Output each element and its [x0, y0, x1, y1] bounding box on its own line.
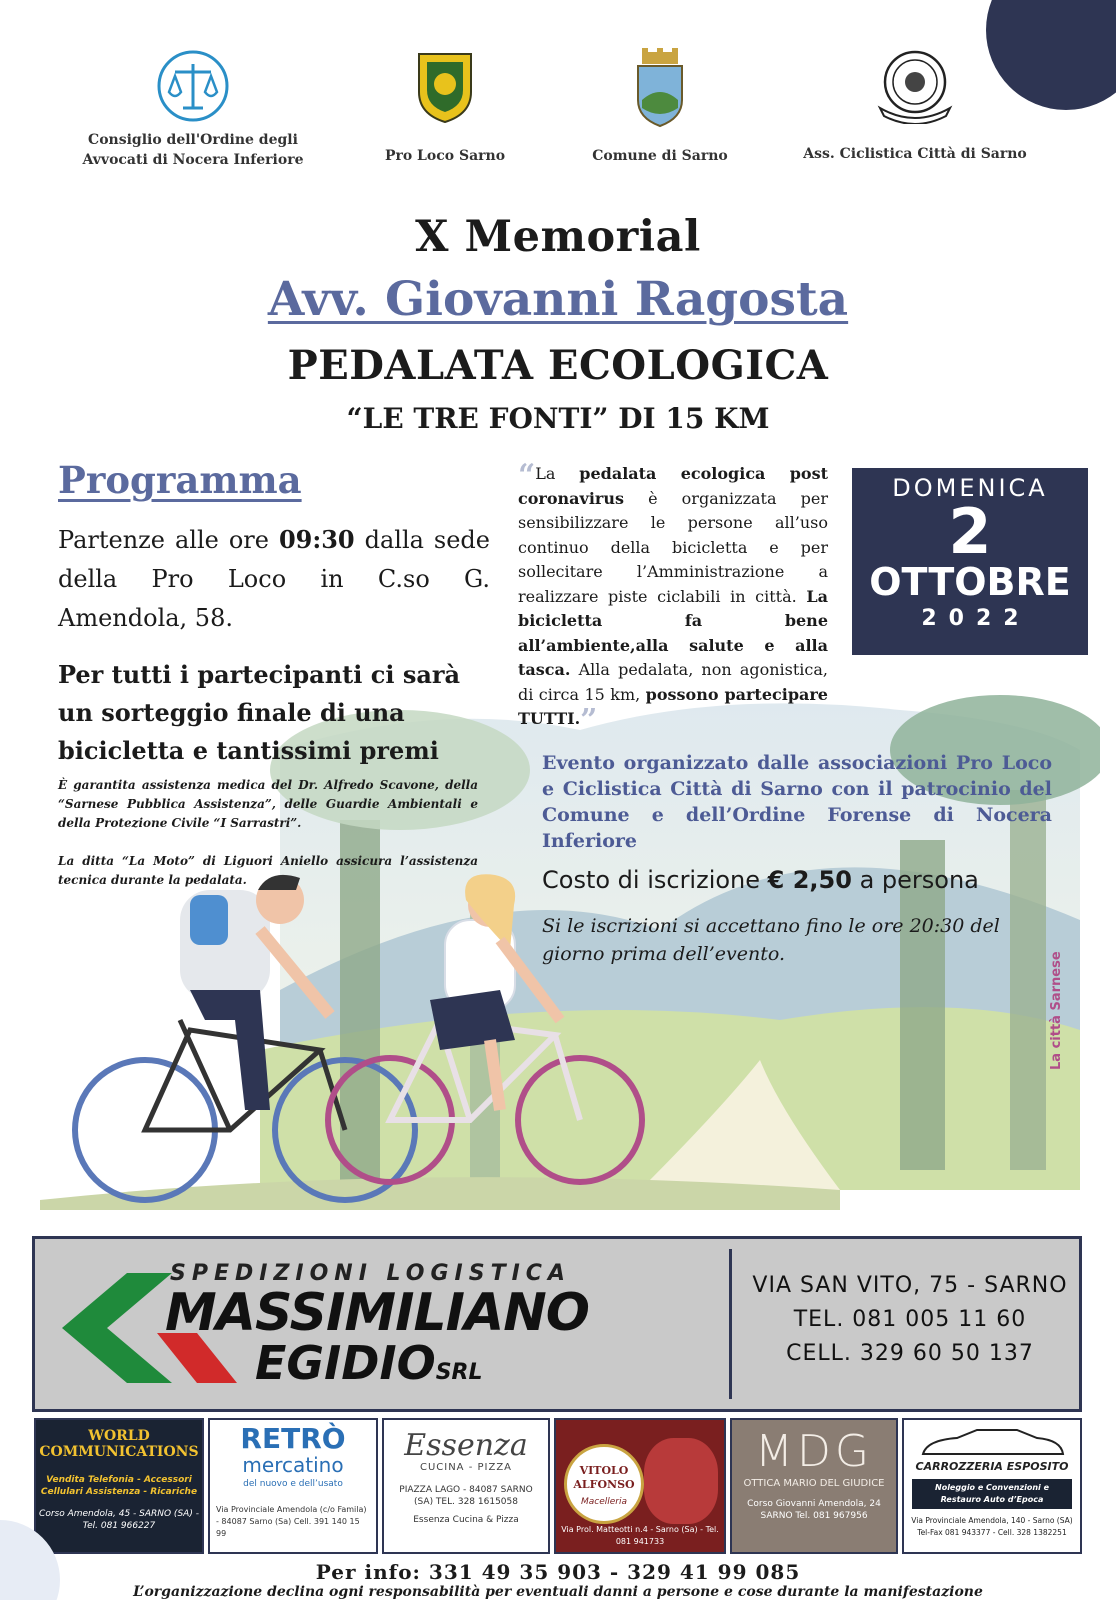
- banner-divider: [729, 1249, 732, 1399]
- organizer-label: Consiglio dell'Ordine degli Avvocati di Nocera Inferiore: [82, 132, 304, 168]
- sponsor-tile-name: CARROZZERIA ESPOSITO: [915, 1460, 1069, 1473]
- sponsor-tile-address: Via Provinciale Amendola, 140 - Sarno (SA) Tel-Fax 081 943377 - Cell. 328 1382251: [911, 1516, 1073, 1537]
- quote-text: Alla pedalata, non agonistica, di circa 15 km,: [518, 660, 828, 704]
- programma-start-text: [58, 520, 490, 638]
- registration-note: Si le iscrizioni si accettano fino le ore 20:30 del giorno prima dell’evento.: [542, 915, 1000, 965]
- sponsor-contact: [735, 1269, 1085, 1371]
- assistance-text: È garantita assistenza medica del Dr. Alfredo Scavone, della “Sarnese Pubblica Assistenza”, delle Guardie Ambientali e della Protezione Civile “I Sarrastri”.: [58, 778, 478, 830]
- event-quote: [518, 458, 828, 738]
- sponsor-tile-sub: CUCINA - PIZZA: [419, 1462, 513, 1473]
- city-coat-of-arms-icon: [632, 48, 688, 128]
- date-day: 2: [948, 495, 992, 568]
- quote-bold: possono partecipare TUTTI.: [518, 684, 828, 728]
- sponsor-tile-name: WORLD COMMUNICATIONS: [39, 1428, 199, 1460]
- organized-by-text: Evento organizzato dalle associazioni Pro Loco e Ciclistica Città di Sarno con il patrocinio del Comune e dell’Ordine Forense di Nocera Inferiore: [542, 752, 1052, 852]
- meat-image: [644, 1438, 718, 1524]
- cost-amount: € 2,50: [767, 866, 852, 894]
- sponsor-world-communications: [34, 1418, 204, 1554]
- disclaimer-text: L’organizzazione declina ogni responsabilità per eventuali danni a persone e cose durante la manifestazione: [133, 1584, 983, 1600]
- sponsor-name-line2: [255, 1336, 483, 1390]
- sponsor-address: VIA SAN VITO, 75 - SARNO: [752, 1273, 1068, 1298]
- start-time: 09:30: [278, 525, 355, 554]
- organizer-comune: [580, 48, 740, 166]
- sponsor-tile-address: Corso Amendola, 45 - SARNO (SA) - Tel. 081 966227: [39, 1509, 199, 1531]
- sponsor-tile-sub: OTTICA MARIO DEL GIUDICE: [743, 1478, 885, 1489]
- sponsor-mobile: CELL. 329 60 50 137: [786, 1341, 1034, 1366]
- car-silhouette-icon: [917, 1426, 1067, 1460]
- organizer-label: Ass. Ciclistica Città di Sarno: [803, 146, 1027, 162]
- date-weekday: DOMENICA: [892, 474, 1048, 502]
- sponsor-tile-sub: Vendita Telefonia - Accessori Cellulari Assistenza - Ricariche: [40, 1475, 198, 1497]
- sponsor-tile-address: PIAZZA LAGO - 84087 SARNO (SA) TEL. 328 1615058: [399, 1485, 533, 1507]
- sponsor-tile-sub: del nuovo e dell’usato: [243, 1479, 343, 1489]
- organizer-ciclistica: [795, 48, 1035, 164]
- sponsor-tile-name: MDG: [755, 1426, 873, 1477]
- sponsor-tile-address: Via Provinciale Amendola (c/o Famila) - 84087 Sarno (Sa) Cell. 391 140 15 99: [216, 1505, 367, 1538]
- event-title: PEDALATA ECOLOGICA: [287, 342, 829, 389]
- date-year: 2022: [921, 606, 1031, 631]
- technical-assistance-text: La ditta “La Moto” di Liguori Aniello assicura l’assistenza tecnica durante la pedalata.: [58, 854, 478, 887]
- sponsor-vitolo-alfonso: [554, 1418, 726, 1554]
- cycling-seal-icon: [874, 48, 956, 124]
- close-quote-mark: ”: [580, 703, 598, 738]
- sponsor-tile-social: Essenza Cucina & Pizza: [413, 1515, 519, 1525]
- watermark-text: La città Sarnese: [1049, 951, 1064, 1070]
- cost-suffix: a persona: [851, 866, 979, 894]
- prizes-text: Per tutti i partecipanti ci sarà un sorteggio finale di una bicicletta e tantissimi premi: [58, 660, 461, 765]
- sponsor-tile-name: Essenza: [404, 1428, 528, 1463]
- sponsor-suffix: SRL: [435, 1360, 483, 1385]
- quote-bold: La bicicletta fa bene all’ambiente,alla salute e alla tasca.: [518, 586, 828, 679]
- sponsor-tile-name: RETRÒ: [240, 1422, 346, 1455]
- scales-of-justice-icon: [155, 48, 231, 124]
- contact-info: Per info: 331 49 35 903 - 329 41 99 085: [315, 1560, 801, 1584]
- start-prefix: Partenze alle ore: [58, 526, 279, 554]
- sponsor-tile-name: VITOLO ALFONSO: [573, 1464, 635, 1491]
- open-quote-mark: “: [518, 458, 536, 493]
- quote-text: La: [535, 464, 580, 483]
- sponsor-phone: TEL. 081 005 11 60: [793, 1307, 1027, 1332]
- sponsor-essenza: [382, 1418, 550, 1554]
- main-sponsor-banner: [32, 1236, 1082, 1412]
- programma-heading: Programma: [58, 458, 302, 502]
- sponsor-name-line1: MASSIMILIANO: [165, 1283, 589, 1343]
- honoree-title: [0, 272, 1116, 327]
- quote-bold: pedalata ecologica post coronavirus: [518, 464, 828, 508]
- cost-prefix: Costo di iscrizione: [542, 866, 768, 894]
- start-suffix: dalla sede della Pro Loco in C.so G. Amendola, 58.: [58, 526, 490, 632]
- event-date-box: [852, 468, 1088, 655]
- quote-text: è organizzata per sensibilizzare le persone all’uso continuo della bicicletta e per sollecitare l’Amministrazione a realizzare piste ciclabili in città.: [518, 488, 828, 606]
- sponsor-tile-address: Via Prol. Matteotti n.4 - Sarno (Sa) - Tel. 081 941733: [561, 1525, 719, 1546]
- organizer-ordine-avvocati: [78, 48, 308, 170]
- sponsor-tile-name2: mercatino: [242, 1453, 344, 1477]
- sponsor-tile-sub: Noleggio e Convenzioni e Restauro Auto d’Epoca: [912, 1479, 1072, 1509]
- organizer-label: Pro Loco Sarno: [384, 148, 506, 164]
- sponsor-ottica-mdg: [730, 1418, 898, 1554]
- sponsor-surname: EGIDIO: [255, 1336, 436, 1390]
- pro-loco-shield-icon: [415, 48, 475, 124]
- organizer-pro-loco: [370, 48, 520, 166]
- sponsor-tile-sub: Macelleria: [580, 1497, 628, 1507]
- memorial-title: X Memorial: [415, 212, 701, 262]
- sponsor-carrozzeria-esposito: [902, 1418, 1082, 1554]
- registration-cost: [542, 866, 1062, 894]
- sponsor-retro-mercatino: [208, 1418, 378, 1554]
- sponsor-tile-address: Corso Giovanni Amendola, 24 SARNO Tel. 081 967956: [747, 1499, 881, 1521]
- honoree-name: Avv. Giovanni Ragosta: [267, 272, 849, 327]
- event-subtitle: “LE TRE FONTI” DI 15 KM: [346, 402, 770, 435]
- sponsor-tagline: SPEDIZIONI LOGISTICA: [170, 1261, 571, 1286]
- organizer-label: Comune di Sarno: [592, 148, 728, 164]
- date-month: OTTOBRE: [869, 560, 1071, 604]
